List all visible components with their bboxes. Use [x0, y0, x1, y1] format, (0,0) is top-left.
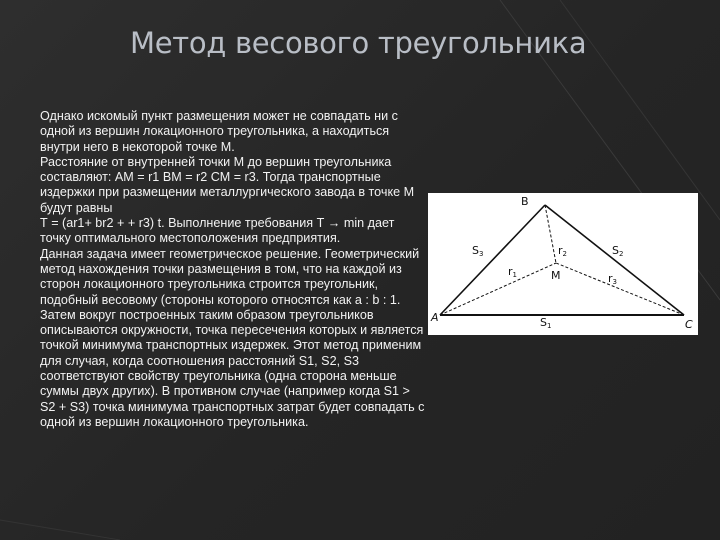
segment-cm — [556, 263, 684, 315]
vertex-label-c: C — [685, 318, 693, 331]
vertex-label-a: A — [431, 311, 439, 324]
paragraph: Данная задача имеет геометрическое решение. Геометрический метод нахождения точки размещения в том, что на каждой из сторон локационного треугольника строится треугольник, подобный весовому (стороны которого относятся как a : b : 1. Затем вокруг построенных таким образом треугольников описываются окружности, точка пересечения которых и является точкой минимума транспортных издержек. Этот метод применим для случая, когда соотношения расстояний S1, S2, S3 соответствуют свойству треугольника (одна сторона меньше суммы двух других). В противном случае (например когда S1 > S2 + S3) точка минимума транспортных затрат будет совпадать с одной из вершин локационного треугольника. — [40, 246, 425, 429]
slide-body — [40, 109, 428, 430]
side-label-s1: S1 — [540, 316, 552, 330]
vertex-label-b: B — [521, 195, 529, 208]
side-label-s2: S2 — [612, 244, 624, 258]
side-ab — [440, 205, 545, 315]
side-bc — [545, 205, 684, 315]
distance-label-r3: r3 — [608, 272, 617, 286]
slide-title: Метод весового треугольника — [130, 26, 587, 60]
paragraph: Однако искомый пункт размещения может не совпадать ни с одной из вершин локационного треугольника, а находиться внутри него в некоторой точке М. — [40, 109, 398, 154]
paragraph: Т = (аr1+ br2 + + r3) t. Выполнение требования Т → min дает точку оптимального местоположения предприятия. — [40, 216, 395, 246]
triangle-diagram — [428, 193, 698, 335]
weight-triangle-figure — [428, 193, 698, 335]
point-label-m: M — [551, 269, 561, 282]
distance-label-r1: r1 — [508, 265, 517, 279]
segment-am — [440, 263, 556, 315]
side-label-s3: S3 — [472, 244, 484, 258]
segment-bm — [545, 205, 556, 263]
paragraph: Расстояние от внутренней точки М до вершин треугольника составляют: АМ = r1 ВМ = r2 СМ = r3. Тогда транспортные издержки при размещении металлургического завода в точке М будут равны — [40, 154, 415, 215]
distance-label-r2: r2 — [558, 244, 567, 258]
